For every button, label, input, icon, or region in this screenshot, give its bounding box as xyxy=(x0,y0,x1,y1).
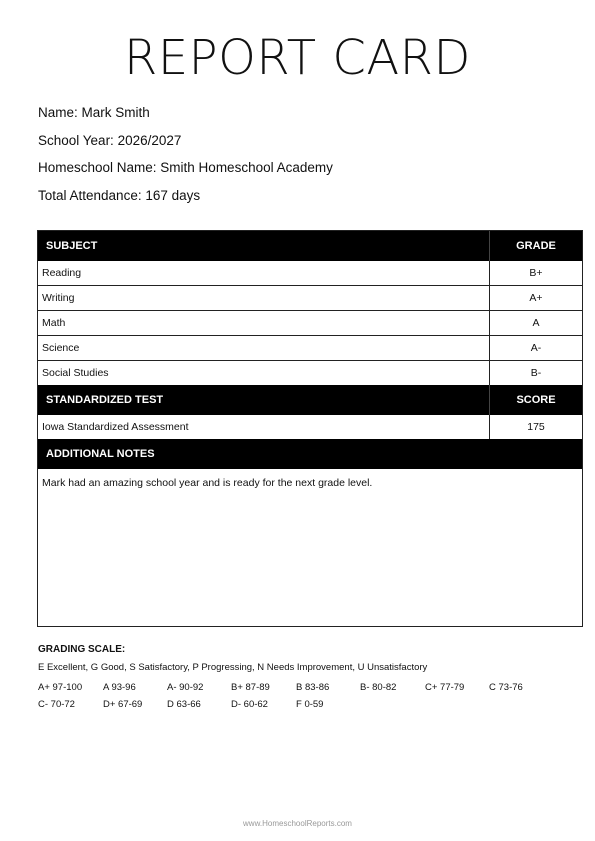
grading-scale-title: GRADING SCALE: xyxy=(38,644,126,655)
notes-header: ADDITIONAL NOTES xyxy=(38,439,582,469)
subject-grade: A- xyxy=(530,342,542,354)
total-attendance: Total Attendance: 167 days xyxy=(38,188,201,203)
subject-row xyxy=(38,261,582,285)
grade-range: B+ 87-89 xyxy=(231,682,270,693)
subject-name: Reading xyxy=(38,261,490,285)
grade-range: F 0-59 xyxy=(296,699,324,710)
school-year: School Year: 2026/2027 xyxy=(38,133,182,148)
test-score: 175 xyxy=(527,421,545,433)
grade-range: C 73-76 xyxy=(489,682,523,693)
student-name: Name: Mark Smith xyxy=(38,105,150,120)
footer-url: www.HomeschoolReports.com xyxy=(243,819,352,828)
subject-name: Math xyxy=(38,311,490,335)
score-column-header: SCORE xyxy=(516,394,556,406)
subject-name: Social Studies xyxy=(38,361,490,385)
grade-range: D+ 67-69 xyxy=(103,699,143,710)
subject-column-header: SUBJECT xyxy=(38,231,490,261)
subject-row xyxy=(38,335,582,360)
grade-range: D 63-66 xyxy=(167,699,201,710)
subject-row xyxy=(38,285,582,310)
grading-scale-legend: E Excellent, G Good, S Satisfactory, P Progressing, N Needs Improvement, U Unsatisfactory xyxy=(38,662,428,673)
test-column-header: STANDARDIZED TEST xyxy=(38,385,490,415)
subject-grade: A+ xyxy=(529,292,543,304)
subject-row xyxy=(38,360,582,385)
test-row xyxy=(38,415,582,439)
notes-text: Mark had an amazing school year and is ready for the next grade level. xyxy=(42,477,373,489)
page-title: REPORT CARD xyxy=(123,30,471,86)
subjects-header-row xyxy=(38,231,582,261)
subject-row xyxy=(38,310,582,335)
subject-grade: B+ xyxy=(529,267,543,279)
subject-grade: B- xyxy=(530,367,542,379)
subject-name: Writing xyxy=(38,286,490,310)
grade-column-header: GRADE xyxy=(516,240,556,252)
grade-range: A 93-96 xyxy=(103,682,136,693)
grade-range: A- 90-92 xyxy=(167,682,204,693)
subject-name: Science xyxy=(38,336,490,360)
test-header-row xyxy=(38,385,582,415)
grade-range: C- 70-72 xyxy=(38,699,75,710)
grade-range: B 83-86 xyxy=(296,682,330,693)
homeschool-name: Homeschool Name: Smith Homeschool Academy xyxy=(38,160,333,175)
grade-range: A+ 97-100 xyxy=(38,682,83,693)
grade-range: C+ 77-79 xyxy=(425,682,465,693)
test-name: Iowa Standardized Assessment xyxy=(38,415,490,439)
report-table xyxy=(37,230,583,627)
grade-range: D- 60-62 xyxy=(231,699,268,710)
grade-range: B- 80-82 xyxy=(360,682,397,693)
subject-grade: A xyxy=(532,317,540,329)
